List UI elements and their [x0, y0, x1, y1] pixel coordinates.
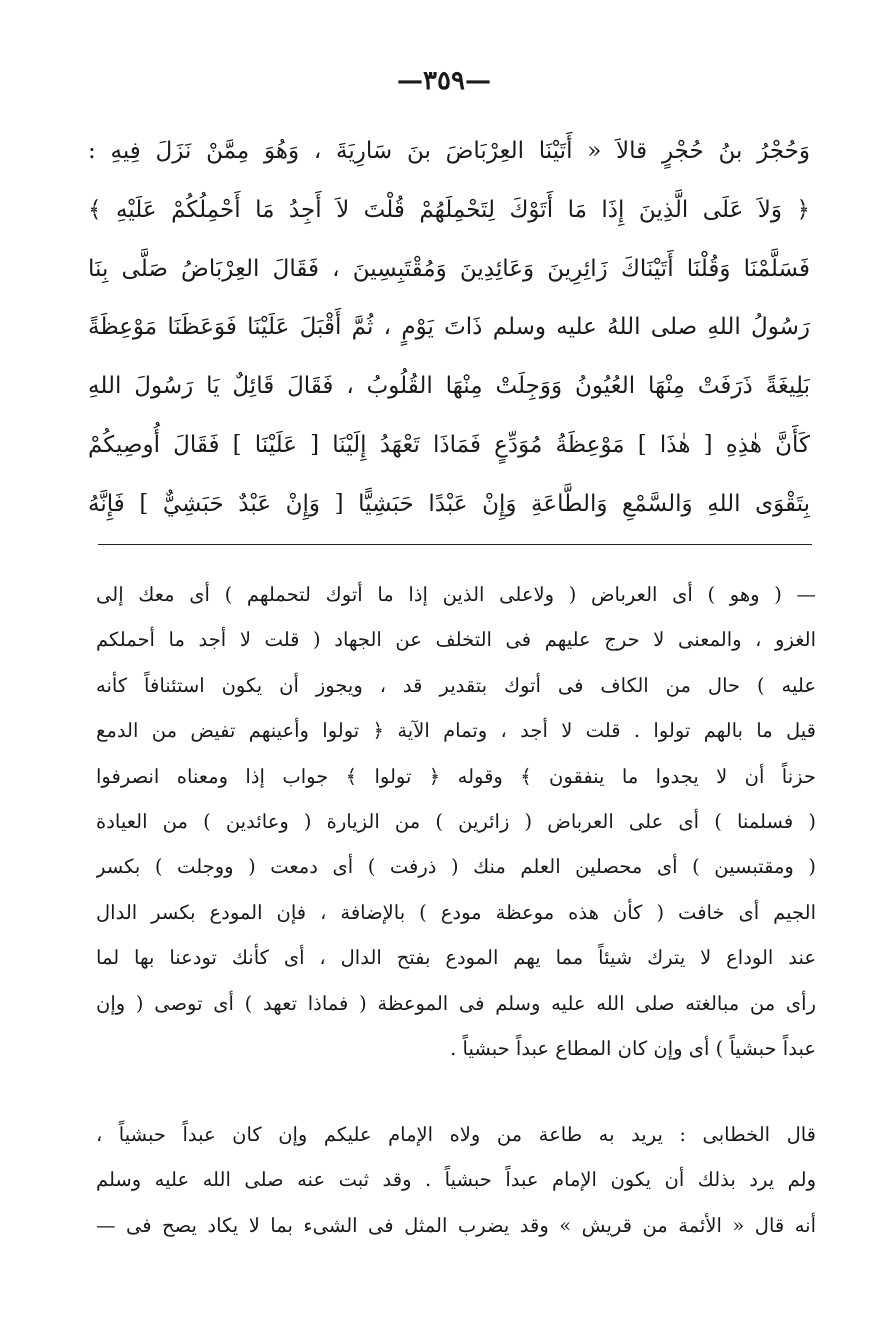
main-text-line: بَلِيغَةً ذَرَفَتْ مِنْهَا العُيُونُ وَوَجِلَتْ مِنْهَا القُلُوبُ ، فَقَالَ قَائِلٌ يَا رَسُولَ اللهِ [88, 373, 810, 400]
hadith-main-text [88, 122, 810, 534]
footnote-line: عليه ) حال من الكاف فى أتوك بتقدير قد ، ويجوز أن يكون استئنافاً كأنه [96, 673, 816, 697]
footnote-line: الجيم أى خافت ( كأن هذه موعظة مودع ) بالإضافة ، فإن المودع بكسر الدال [96, 900, 816, 924]
footnote-line: حزناً أن لا يجدوا ما ينفقون ﴾ وقوله ﴿ تولوا ﴾ جواب إذا ومعناه انصرفوا [96, 764, 816, 788]
footnote-line: عند الوداع لا يترك شيئاً مما يهم المودع بفتح الدال ، أى كأنك تودعنا بها لما [96, 946, 816, 970]
commentary-line: أنه قال « الأئمة من قريش » وقد يضرب المثل فى الشىء بما لا يكاد يصح فى — [96, 1213, 816, 1237]
main-text-line: ﴿ وَلاَ عَلَى الَّذِينَ إِذَا مَا أَتَوْكَ لِتَحْمِلَهُمْ قُلْتَ لاَ أَجِدُ مَا أَحْمِلُكُمْ عَلَيْهِ ﴾ [88, 196, 810, 223]
footnote-line: رأى من مبالغته صلى الله عليه وسلم فى الموعظة ( فماذا تعهد ) أى توصى ( وإن [96, 991, 816, 1015]
footnote-line: ( ومقتبسين ) أى محصلين العلم منك ( ذرفت ) أى دمعت ( ووجلت ) بكسر [96, 855, 816, 879]
footnote-line: الغزو ، والمعنى لا حرج عليهم فى التخلف عن الجهاد ( قلت لا أجد ما أحملكم [96, 628, 816, 652]
footnote-divider [98, 544, 812, 545]
main-text-line: وَحُجْرُ بنُ حُجْرٍ قالاَ « أَتَيْنَا العِرْبَاضَ بنَ سَارِيَةَ ، وَهُوَ مِمَّنْ نَزَلَ فِيهِ : [88, 138, 810, 164]
main-text-line: كَأَنَّ هٰذِهِ [ هٰذَا ] مَوْعِظَةُ مُوَدِّعٍ فَمَاذَا تَعْهَدُ إِلَيْنَا [ عَلَيْنَا ] فَقَالَ أُوصِيكُمْ [88, 431, 810, 458]
main-text-line: فَسَلَّمْنَا وَقُلْنَا أَتَيْنَاكَ زَائِرِينَ وَعَائِدِينَ وَمُقْتَبِسِينَ ، فَقَالَ العِرْبَاضُ صَلَّى بِنَا [88, 255, 810, 282]
footnote-line: عبداً حبشياً ) أى وإن كان المطاع عبداً حبشياً . [450, 1036, 816, 1060]
page-number: —٣٥٩— [397, 66, 491, 96]
footnote-line: ( فسلمنا ) أى على العرباض ( زائرين ) من الزيارة ( وعائدين ) من العيادة [96, 809, 816, 833]
commentary-line: ولم يرد بذلك أن يكون الإمام عبداً حبشياً . وقد ثبت عنه صلى الله عليه وسلم [96, 1168, 816, 1192]
khattabi-commentary [96, 1112, 816, 1248]
footnote-line: قيل ما بالهم تولوا . قلت لا أجد ، وتمام الآية ﴿ تولوا وأعينهم تفيض من الدمع [96, 719, 816, 743]
main-text-line: رَسُولُ اللهِ صلى اللهُ عليه وسلم ذَاتَ يَوْمٍ ، ثُمَّ أَقْبَلَ عَلَيْنَا فَوَعَظَنَا مَوْعِظَةً [88, 314, 810, 341]
footnotes-commentary [96, 572, 816, 1071]
footnote-line: — ( وهو ) أى العرباض ( ولاعلى الذين إذا ما أتوك لتحملهم ) أى معك إلى [96, 583, 816, 606]
commentary-line: قال الخطابى : يريد به طاعة من ولاه الإمام عليكم وإن كان عبداً حبشياً ، [96, 1123, 816, 1146]
main-text-line: بِتَقْوَى اللهِ وَالسَّمْعِ وَالطَّاعَةِ وَإِنْ عَبْدًا حَبَشِيًّا [ وَإِنْ عَبْدٌ حَبَشِيٌّ ] فَإِنَّهُ [88, 490, 810, 517]
